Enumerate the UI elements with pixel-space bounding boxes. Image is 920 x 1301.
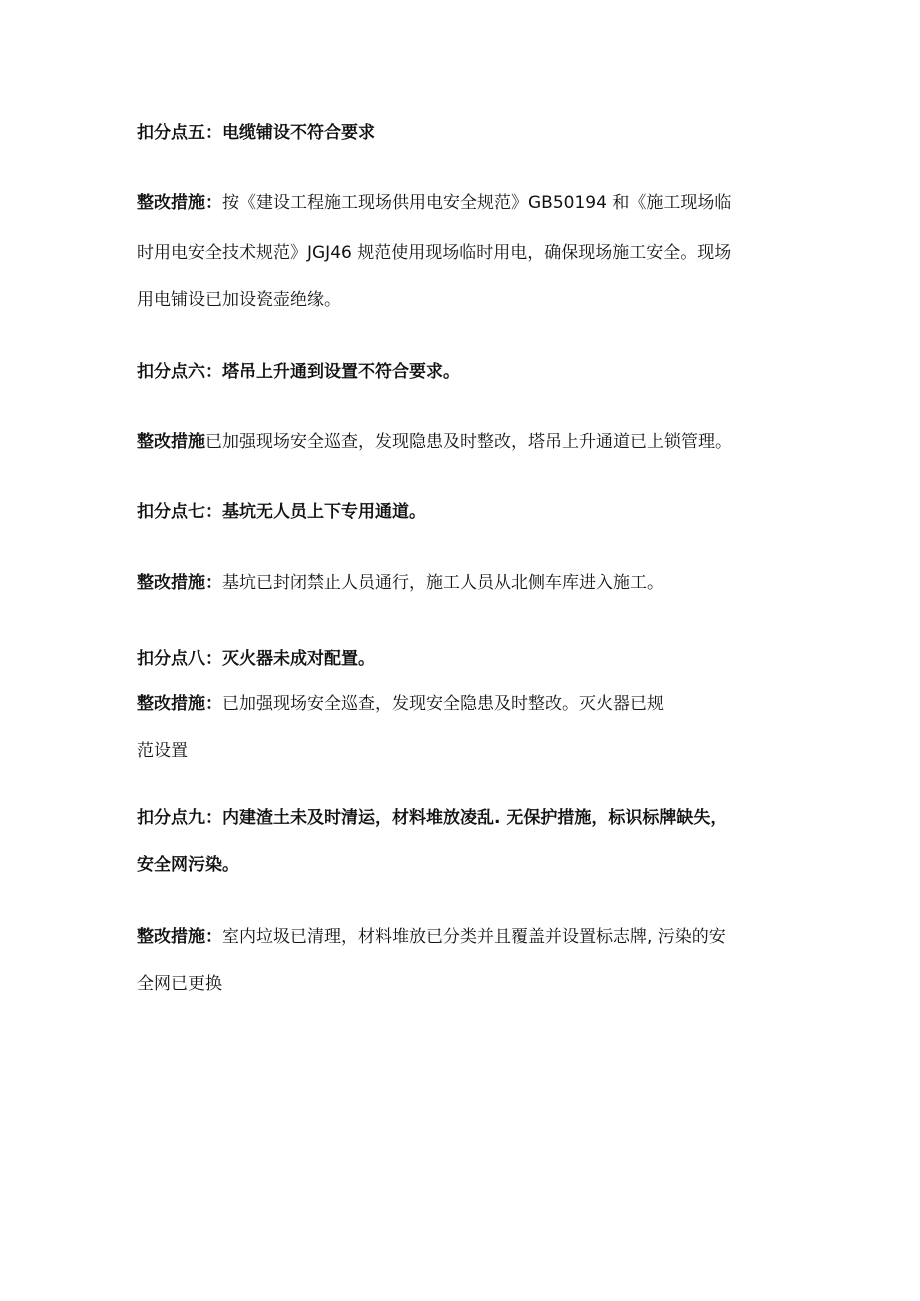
- rectification-line-5-3: 用电铺设已加设瓷壶绝缘。: [137, 290, 341, 310]
- rectification-text: 已加强现场安全巡查，发现隐患及时整改，塔吊上升通道已上锁管理。: [205, 432, 732, 452]
- rectification-label: 整改措施：: [137, 193, 222, 213]
- rectification-line-6-1: [137, 430, 732, 454]
- deduction-heading-9-2: 安全网污染。: [137, 855, 239, 875]
- rectification-line-9-1: [137, 925, 726, 949]
- rectification-line-5-1: [137, 191, 731, 215]
- deduction-heading-6: 扣分点六：塔吊上升通到设置不符合要求。: [137, 362, 460, 382]
- rectification-line-8-1: [137, 692, 664, 716]
- rectification-line-5-2: 时用电安全技术规范》JGJ46 规范使用现场临时用电，确保现场施工安全。现场: [137, 243, 732, 263]
- rectification-label: 整改措施：: [137, 694, 222, 714]
- rectification-text: 室内垃圾已清理，材料堆放已分类并且覆盖并设置标志牌, 污染的安: [222, 927, 726, 947]
- rectification-label: 整改措施: [137, 432, 205, 452]
- rectification-line-7-1: [137, 571, 664, 595]
- rectification-line-9-2: 全网已更换: [137, 974, 222, 994]
- rectification-text: 基坑已封闭禁止人员通行，施工人员从北侧车库进入施工。: [222, 573, 664, 593]
- deduction-heading-9-1: 扣分点九：内建渣土未及时清运，材料堆放凌乱. 无保护措施，标识标牌缺失，: [137, 808, 728, 828]
- rectification-label: 整改措施：: [137, 927, 222, 947]
- rectification-label: 整改措施：: [137, 573, 222, 593]
- deduction-heading-7: 扣分点七：基坑无人员上下专用通道。: [137, 502, 426, 522]
- deduction-heading-5: 扣分点五：电缆铺设不符合要求: [137, 123, 375, 143]
- deduction-heading-8: 扣分点八：灭火器未成对配置。: [137, 649, 375, 669]
- rectification-line-8-2: 范设置: [137, 741, 188, 761]
- rectification-text: 已加强现场安全巡查，发现安全隐患及时整改。灭火器已规: [222, 694, 664, 714]
- rectification-text: 按《建设工程施工现场供用电安全规范》GB50194 和《施工现场临: [222, 193, 732, 213]
